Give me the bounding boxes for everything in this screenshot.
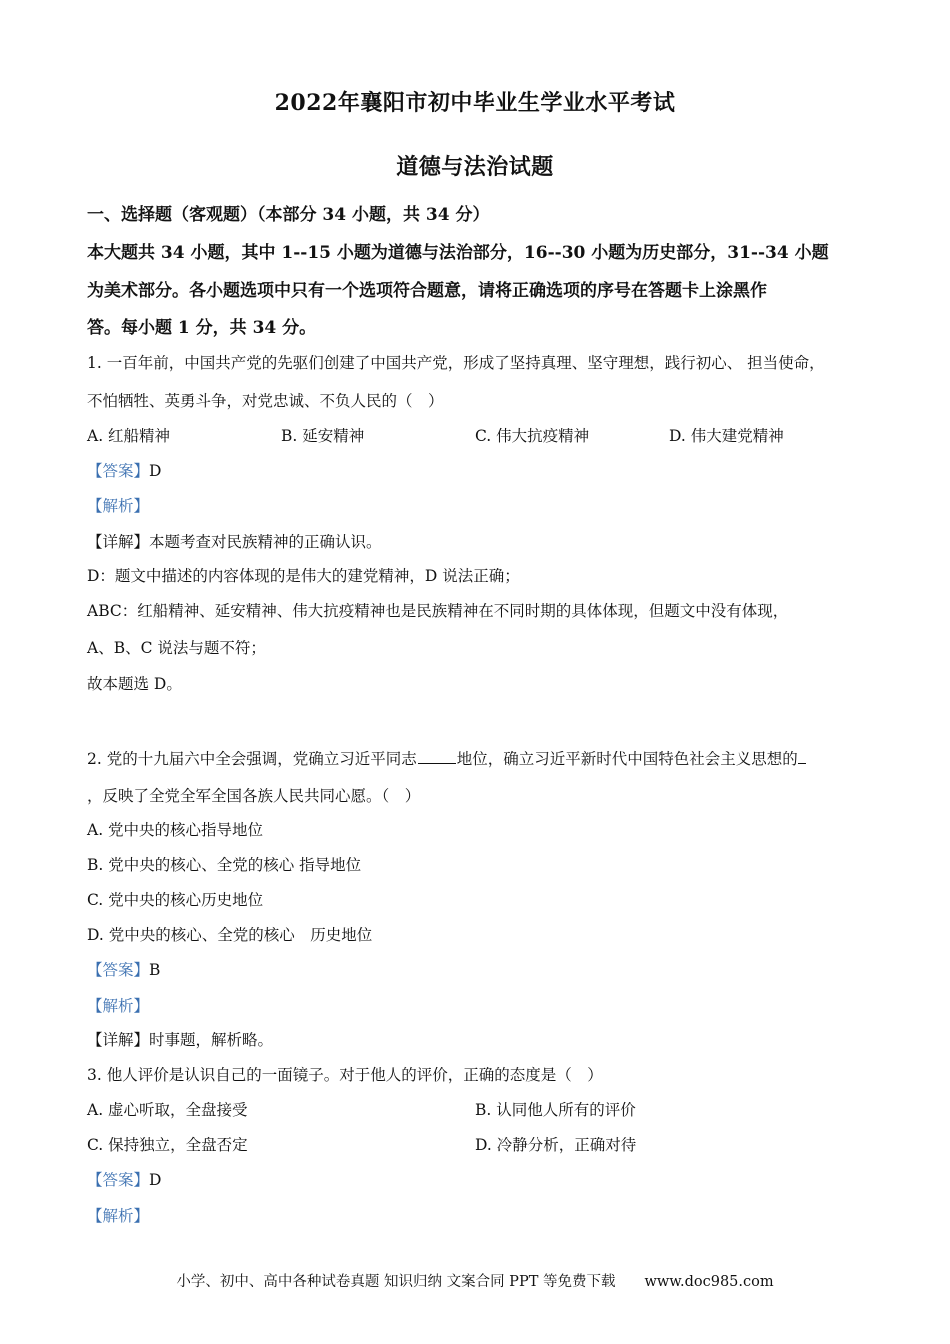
instructions-line-3: 答。每小题 1 分，共 34 分。 <box>87 318 317 338</box>
q2-option-a: A. 党中央的核心指导地位 <box>87 821 264 839</box>
q3-analysis-label: 【解析】 <box>87 1207 150 1225</box>
q2-analysis-label: 【解析】 <box>87 997 150 1015</box>
footer-text: 小学、初中、高中各种试卷真题 知识归纳 文案合同 PPT 等免费下载 www.doc985.com <box>176 1274 774 1290</box>
q2-stem-line-2: ，反映了全党全军全国各族人民共同心愿。（ ） <box>87 787 421 805</box>
q1-stem-line-1: 1. 一百年前，中国共产党的先驱们创建了中国共产党，形成了坚持真理、坚守理想，践行初心、 担当使命， <box>87 354 825 372</box>
q3-option-a: A. 虚心听取，全盘接受 <box>87 1101 248 1119</box>
q1-explanation-3: A、B、C 说法与题不符； <box>87 639 266 657</box>
q1-answer <box>87 461 161 481</box>
answer-label: 【答案】 <box>87 462 150 480</box>
q1-explanation-1: D：题文中描述的内容体现的是伟大的建党精神，D 说法正确； <box>87 567 520 585</box>
detail-label: 【详解】 <box>87 1031 150 1049</box>
section-heading: 一、选择题（客观题）（本部分 34 小题，共 34 分） <box>87 205 490 225</box>
q1-answer-value: D <box>149 462 162 480</box>
q3-option-c: C. 保持独立，全盘否定 <box>87 1136 248 1154</box>
q1-option-a: A. 红船精神 <box>87 427 171 445</box>
q2-stem-part-1: 2. 党的十九届六中全会强调，党确立习近平同志 <box>87 750 417 768</box>
q1-option-c: C. 伟大抗疫精神 <box>475 427 590 445</box>
q1-explanation-2: ABC：红船精神、延安精神、伟大抗疫精神也是民族精神在不同时期的具体体现，但题文中没有体现， <box>87 602 789 620</box>
instructions-line-2: 为美术部分。各小题选项中只有一个选项符合题意，请将正确选项的序号在答题卡上涂黑作 <box>87 281 767 301</box>
q1-option-b: B. 延安精神 <box>281 427 365 445</box>
instructions-line-1: 本大题共 34 小题，其中 1--15 小题为道德与法治部分，16--30 小题为历史部分，31--34 小题 <box>87 243 829 263</box>
q1-analysis-label: 【解析】 <box>87 497 150 515</box>
answer-label: 【答案】 <box>87 1171 150 1189</box>
q2-stem-line-1 <box>87 749 806 769</box>
q3-answer-value: D <box>149 1171 162 1189</box>
exam-subtitle: 道德与法治试题 <box>396 154 554 180</box>
answer-label: 【答案】 <box>87 961 150 979</box>
q2-option-d: D. 党中央的核心、全党的核心 历史地位 <box>87 926 373 944</box>
q3-answer <box>87 1170 161 1190</box>
q2-option-b: B. 党中央的核心、全党的核心 指导地位 <box>87 856 362 874</box>
q1-detail <box>87 532 382 552</box>
q2-option-c: C. 党中央的核心历史地位 <box>87 891 264 909</box>
q1-explanation-4: 故本题选 D。 <box>87 675 182 693</box>
q3-option-b: B. 认同他人所有的评价 <box>475 1101 636 1119</box>
q3-option-d: D. 冷静分析，正确对待 <box>475 1136 637 1154</box>
fill-blank <box>798 749 806 764</box>
detail-label: 【详解】 <box>87 533 150 551</box>
q2-detail <box>87 1030 273 1050</box>
exam-title: 2022年襄阳市初中毕业生学业水平考试 <box>274 90 676 116</box>
q1-option-d: D. 伟大建党精神 <box>669 427 784 445</box>
q1-detail-text: 本题考查对民族精神的正确认识。 <box>149 533 382 551</box>
fill-blank <box>418 749 456 764</box>
q2-answer <box>87 960 160 980</box>
q2-answer-value: B <box>149 961 161 979</box>
q2-detail-text: 时事题，解析略。 <box>149 1031 274 1049</box>
q3-stem: 3. 他人评价是认识自己的一面镜子。对于他人的评价，正确的态度是（ ） <box>87 1066 603 1084</box>
q2-stem-part-2: 地位，确立习近平新时代中国特色社会主义思想的 <box>456 750 798 768</box>
q1-stem-line-2: 不怕牺牲、英勇斗争，对党忠诚、不负人民的（ ） <box>87 392 444 410</box>
